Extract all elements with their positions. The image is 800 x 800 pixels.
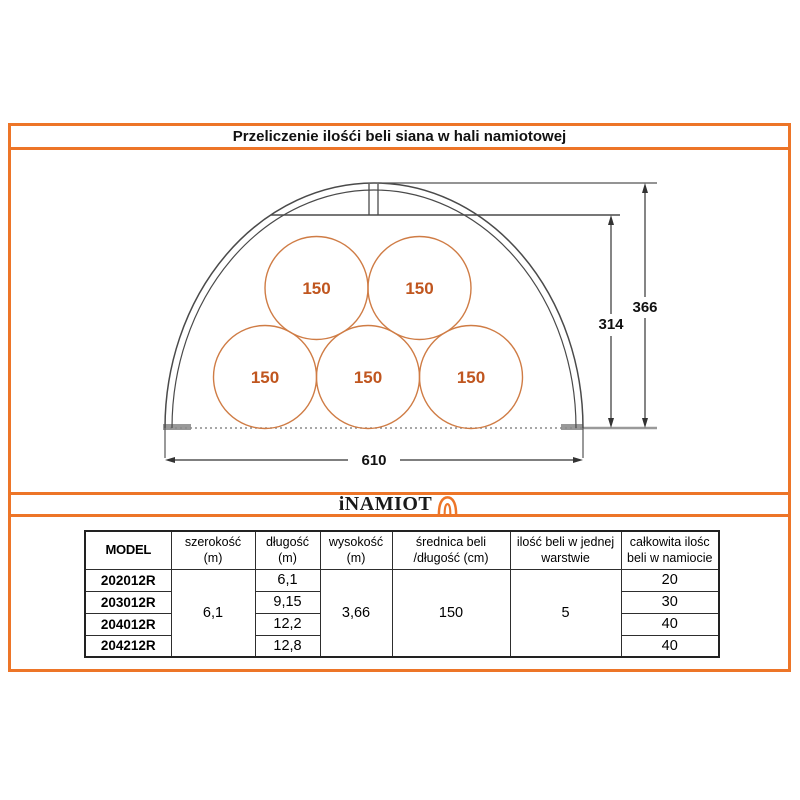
bale-diameter-label: 150 (302, 279, 331, 298)
logo-bar (11, 492, 788, 517)
cell-srednica-shared: 150 (392, 569, 510, 657)
table-header-row (85, 531, 719, 569)
cell-ilosc-warstwa-shared: 5 (510, 569, 621, 657)
arrow-up-icon (642, 183, 648, 193)
header-calkowita: całkowita ilośc beli w namiocie (621, 531, 719, 569)
cell-dlugosc: 12,8 (255, 635, 320, 657)
title-bar (11, 126, 788, 150)
dim-label-inner-height: 314 (598, 316, 624, 333)
page-title: Przeliczenie ilośći beli siana w hali namiotowej (232, 128, 567, 145)
header-szerokosc: szerokość (m) (171, 531, 255, 569)
cell-szerokosc-shared: 6,1 (171, 569, 255, 657)
bale-diameter-label: 150 (405, 279, 434, 298)
spec-table (84, 530, 720, 658)
tent-icon (435, 494, 460, 515)
cell-total: 40 (621, 635, 719, 657)
table-row (85, 569, 719, 591)
arrow-right-icon (573, 457, 583, 463)
cell-total: 20 (621, 569, 719, 591)
cell-model: 204212R (85, 635, 171, 657)
bale-diameter-label: 150 (353, 368, 383, 387)
bale-diameter-label: 150 (456, 368, 486, 387)
header-srednica: średnica beli /długość (cm) (392, 531, 510, 569)
cell-model: 202012R (85, 569, 171, 591)
spec-table-area (11, 517, 788, 669)
cell-model: 204012R (85, 613, 171, 635)
arch-inner-line (172, 190, 576, 428)
cell-total: 30 (621, 591, 719, 613)
cell-wysokosc-shared: 3,66 (320, 569, 392, 657)
cell-dlugosc: 6,1 (255, 569, 320, 591)
cell-total: 40 (621, 613, 719, 635)
foundation-plate-right (561, 424, 583, 430)
brand-logo-text: iNAMIOT (338, 493, 433, 515)
header-wysokosc: wysokość (m) (320, 531, 392, 569)
header-ilosc-warstwa: ilość beli w jednej warstwie (510, 531, 621, 569)
cell-dlugosc: 12,2 (255, 613, 320, 635)
arrow-down-icon (608, 418, 614, 428)
arrow-left-icon (165, 457, 175, 463)
cell-model: 203012R (85, 591, 171, 613)
arrow-down-icon (642, 418, 648, 428)
header-model: MODEL (85, 531, 171, 569)
tent-cross-section-drawing (11, 150, 788, 492)
bale-diameter-label: 150 (250, 368, 280, 387)
header-dlugosc: długość (m) (255, 531, 320, 569)
dim-label-width: 610 (361, 452, 387, 469)
cell-dlugosc: 9,15 (255, 591, 320, 613)
foundation-plate-left (163, 424, 191, 430)
tent-diagram (11, 150, 788, 492)
document-frame (8, 123, 791, 672)
arrow-up-icon (608, 215, 614, 225)
dim-label-total-height: 366 (632, 299, 658, 316)
